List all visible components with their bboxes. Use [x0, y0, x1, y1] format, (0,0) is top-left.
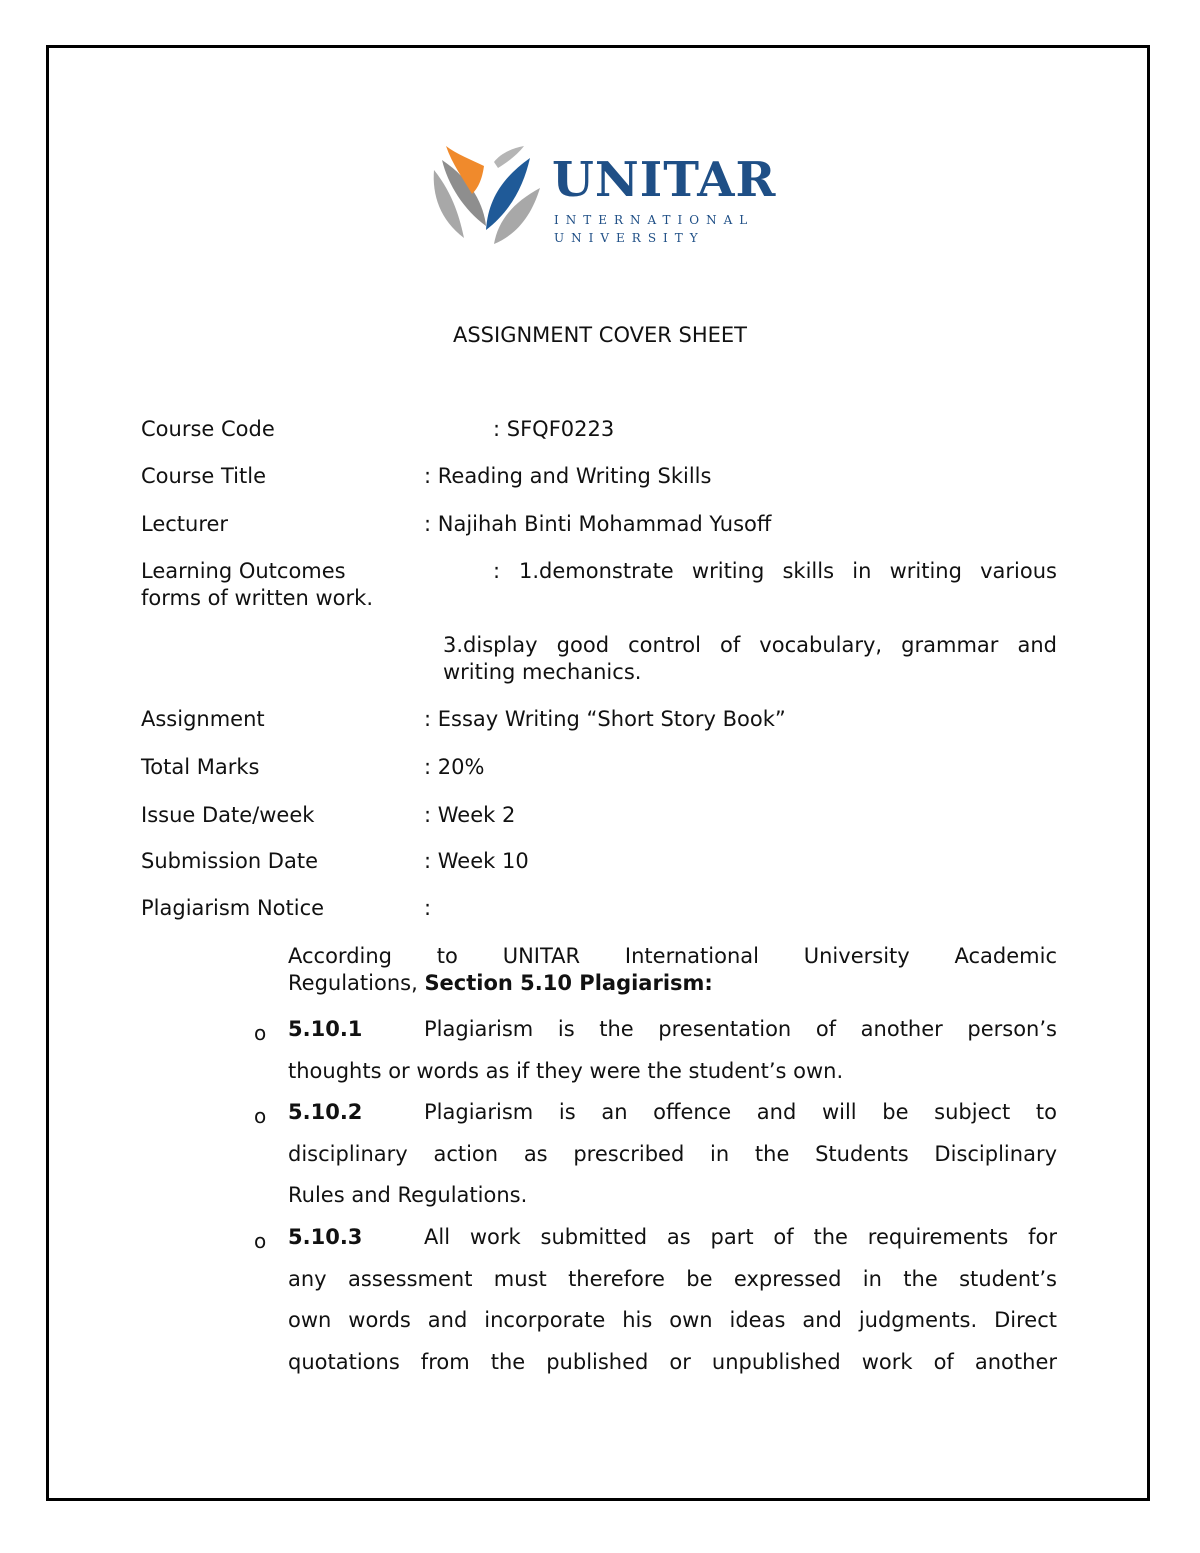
total-marks-label: Total Marks — [141, 755, 260, 779]
plagiarism-intro-line1: According to UNITAR International University Academic — [288, 944, 1057, 968]
item-text: disciplinary action as prescribed in the Students Disciplinary — [288, 1141, 1057, 1166]
assignment-label: Assignment — [141, 707, 265, 731]
plagiarism-section-heading: Section 5.10 Plagiarism: — [424, 971, 713, 995]
item-number: 5.10.1 — [288, 1017, 363, 1041]
logo-wordmark: UNITAR — [552, 152, 777, 208]
item-number: 5.10.3 — [288, 1225, 363, 1249]
learning-outcome-3-line1: 3.display good control of vocabulary, grammar and — [443, 633, 1057, 657]
item-number: 5.10.2 — [288, 1100, 363, 1124]
submission-date-label: Submission Date — [141, 849, 319, 873]
plagiarism-notice-colon: : — [424, 896, 432, 920]
learning-outcome-3-line2: writing mechanics. — [443, 660, 642, 684]
assignment-value: : Essay Writing “Short Story Book” — [424, 707, 786, 731]
course-title-value: : Reading and Writing Skills — [424, 464, 712, 488]
item-text: thoughts or words as if they were the student’s own. — [288, 1058, 844, 1083]
item-text: own words and incorporate his own ideas and judgments. Direct — [288, 1308, 1057, 1332]
learning-outcomes-label: Learning Outcomes — [141, 559, 346, 583]
bullet-icon: o — [254, 1229, 267, 1253]
item-text: All work submitted as part of the requirements for — [424, 1225, 1057, 1249]
course-title-label: Course Title — [141, 464, 266, 488]
list-item — [288, 1217, 1057, 1383]
plagiarism-intro-plain: Regulations, — [288, 971, 425, 995]
issue-date-label: Issue Date/week — [141, 803, 315, 827]
lecturer-value: : Najihah Binti Mohammad Yusoff — [424, 512, 772, 536]
list-item — [288, 1092, 1057, 1217]
total-marks-value: : 20% — [424, 755, 485, 779]
leaf-emblem-icon — [428, 140, 548, 252]
bullet-icon: o — [254, 1021, 267, 1045]
document-title: ASSIGNMENT COVER SHEET — [452, 323, 747, 347]
lecturer-label: Lecturer — [141, 512, 229, 536]
issue-date-value: : Week 2 — [424, 803, 516, 827]
bullet-icon: o — [254, 1104, 267, 1128]
item-text: Rules and Regulations. — [288, 1183, 528, 1207]
item-text: Plagiarism is the presentation of another person’s — [424, 1017, 1057, 1041]
course-code-label: Course Code — [141, 417, 275, 441]
logo-subtitle-international: INTERNATIONAL — [554, 213, 755, 227]
course-code-value: : SFQF0223 — [493, 417, 615, 441]
item-text: quotations from the published or unpublished work of another — [288, 1349, 1057, 1374]
plagiarism-notice-label: Plagiarism Notice — [141, 896, 325, 920]
item-text: any assessment must therefore be expressed in the student’s — [288, 1266, 1057, 1291]
learning-outcome-1-continued: forms of written work. — [141, 586, 374, 610]
logo-subtitle-university: UNIVERSITY — [554, 231, 705, 245]
unitar-logo — [428, 140, 777, 252]
item-text: Plagiarism is an offence and will be subject to — [424, 1100, 1057, 1124]
learning-outcome-1: 1.demonstrate writing skills in writing various — [519, 559, 1057, 583]
list-item — [288, 1009, 1057, 1092]
submission-date-value: : Week 10 — [424, 849, 529, 873]
learning-outcomes-colon: : — [493, 559, 501, 583]
plagiarism-intro-line2 — [288, 970, 713, 997]
